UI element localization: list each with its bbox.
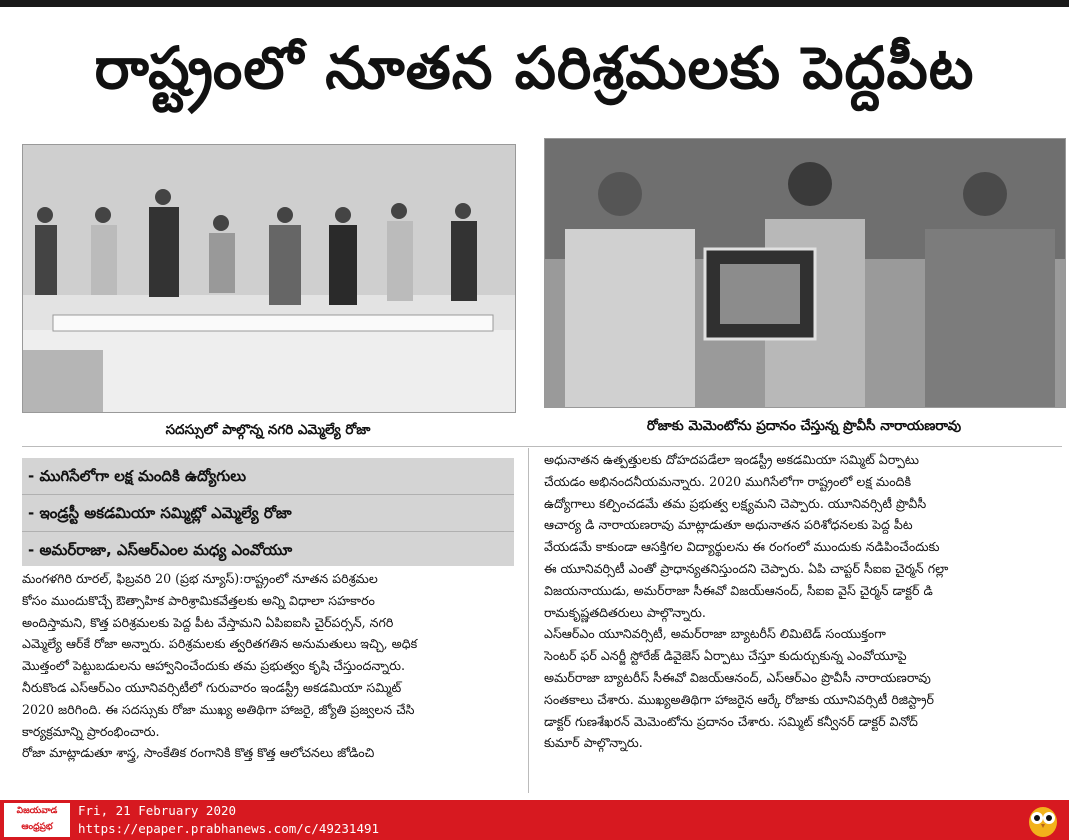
column-divider bbox=[528, 448, 529, 793]
article-line: అమర్‌రాజా బ్యాటరీస్ సీఈవో విజయ్‌ఆనంద్, ఎస్‌ఆర్‌ఎం ప్రొవీసీ నారాయణరావు bbox=[544, 669, 931, 685]
highlights-box bbox=[22, 458, 514, 566]
article-line: కార్యక్రమాన్ని ప్రారంభించారు. bbox=[22, 723, 160, 739]
right-photo-caption: రోజాకు మెమెంటోను ప్రదానం చేస్తున్న ప్రొవీసీ నారాయణరావు bbox=[646, 418, 962, 434]
article-line: ఈ యూనివర్సిటీ ఎంతో ప్రాధాన్యతనిస్తుందని చెప్పారు. ఏపి చాప్టర్ సీఐఐ చైర్మన్ గల్లా bbox=[544, 560, 949, 576]
article-line: అధునాతన ఉత్పత్తులకు దోహదపడేలా ఇండస్ట్రీ అకడమియా సమ్మిట్ ఏర్పాటు bbox=[544, 452, 919, 467]
article-line: ఎస్‌ఆర్‌ఎం యూనివర్సిటీ, అమర్‌రాజా బ్యాటరీస్ లిమిటెడ్ సంయుక్తంగా bbox=[544, 626, 886, 642]
article-line: సెంటర్ ఫర్ ఎనర్జీ స్టోరేజ్ డివైజెస్ ఏర్పాటు చేస్తూ కుదుర్చుకున్న ఎంవోయూపై bbox=[544, 648, 907, 664]
highlight-item: - అమర్‌రాజా, ఎస్‌ఆర్‌ఎంల మధ్య ఎంవోయూ bbox=[28, 541, 293, 559]
article-line: 2020 జరిగింది. ఈ సదస్సుకు రోజా ముఖ్య అతిథిగా హాజరై, జ్యోతి ప్రజ్వలన చేసి bbox=[22, 701, 415, 717]
logo-masthead: ఆంధ్రప్రభ bbox=[21, 822, 53, 832]
article-line: కోసం ముందుకొచ్చే ఔత్సాహిక పారిశ్రామికవేత్తలకు అన్ని విధాలా సహకారం bbox=[22, 592, 375, 608]
epaper-link[interactable]: https://epaper.prabhanews.com/c/49231491 bbox=[78, 821, 380, 836]
article-line: కుమార్ పాల్గొన్నారు. bbox=[544, 735, 643, 751]
article-line: చేయడం అభినందనీయమన్నారు. 2020 ముగిసేలోగా రాష్ట్రంలో లక్ష మందికి bbox=[544, 473, 912, 489]
article-line: ఎమ్మెల్యే ఆర్‌కే రోజా అన్నారు. పరిశ్రమలకు త్వరితగతిన అనుమతులు ఇచ్చి, అధిక bbox=[22, 636, 418, 652]
caption-rule bbox=[22, 446, 1062, 447]
andhraprabha-logo bbox=[4, 803, 70, 837]
highlight-item: - ఇండ్రస్టీ అకడమియా సమ్మిట్లో ఎమ్మెల్యే రోజా bbox=[22, 495, 514, 532]
owl-mascot-icon bbox=[1025, 802, 1061, 838]
left-photo-caption: సదస్సులో పాల్గొన్న నగరి ఎమ్మెల్యే రోజా bbox=[165, 422, 371, 438]
logo-edition: విజయవాడ bbox=[16, 806, 58, 816]
article-line: రోజా మాట్లాడుతూ శాస్త్ర, సాంకేతిక రంగానికి కొత్త కొత్త ఆలోచనలు జోడించి bbox=[22, 745, 375, 761]
article-line: మొత్తంలో పెట్టుబడులను ఆహ్వానించేందుకు తమ ప్రభుత్వం కృషి చేస్తుందన్నారు. bbox=[22, 658, 405, 674]
highlight-item: - ముగిసేలోగా లక్ష మందికి ఉద్యోగులు bbox=[22, 458, 514, 495]
epaper-footer bbox=[0, 800, 1069, 840]
edition-date: Fri, 21 February 2020 bbox=[78, 803, 237, 818]
article-left-column bbox=[22, 568, 514, 788]
article-line: డాక్టర్ గుణశేఖరన్ మెమెంటోను ప్రదానం చేశారు. సమ్మిట్ కన్వీనర్ డాక్టర్ వినోద్ bbox=[544, 713, 918, 729]
memento-photo bbox=[544, 138, 1066, 408]
top-rule bbox=[0, 0, 1069, 7]
article-line: మంగళగిరి రూరల్, ఫిబ్రవరి 20 (ప్రభ న్యూస్):రాష్ట్రంలో నూతన పరిశ్రమల bbox=[22, 571, 378, 586]
article-line: విజయనాయుడు, అమర్‌రాజా సీఈవో విజయ్‌ఆనంద్, సీఐఐ వైస్ చైర్మన్ డాక్టర్ డి bbox=[544, 582, 933, 598]
article-line: అందిస్తామని, కొత్త పరిశ్రమలకు పెద్ద పీట వేస్తామని ఏపిఐఐసి చైర్‌పర్సన్, నగరి bbox=[22, 614, 394, 630]
article-line: సంతకాలు చేశారు. ముఖ్యఅతిథిగా హాజరైన ఆర్కే రోజాకు యూనివర్సిటీ రిజిస్ట్రార్ bbox=[544, 691, 934, 707]
article-line: ఉద్యోగాలు కల్పించడమే తమ ప్రభుత్వ లక్ష్యమని చెప్పారు. యూనివర్సిటీ ప్రొవీసీ bbox=[544, 495, 927, 511]
article-line: నీరుకొండ ఎస్‌ఆర్‌ఎం యూనివర్సిటీలో గురువారం ఇండస్ట్రీ అకడమియా సమ్మిట్ bbox=[22, 679, 402, 695]
article-right-column bbox=[544, 449, 1064, 789]
event-stage-photo bbox=[22, 144, 516, 413]
article-line: వేయడమే కాకుండా ఆసక్తిగల విద్యార్థులను ఈ రంగంలో ముందుకు నడిపించేందుకు bbox=[544, 539, 940, 555]
headline: రాష్ట్రంలో నూతన పరిశ్రమలకు పెద్దపీట bbox=[94, 34, 975, 102]
article-line: రామకృష్ణతదితరులు పాల్గొన్నారు. bbox=[544, 604, 706, 620]
footer-meta bbox=[78, 802, 379, 838]
article-line: ఆచార్య డి నారాయణరావు మాట్లాడుతూ అధునాతన పరిశోధనలకు పెద్ద పీట bbox=[544, 517, 913, 533]
